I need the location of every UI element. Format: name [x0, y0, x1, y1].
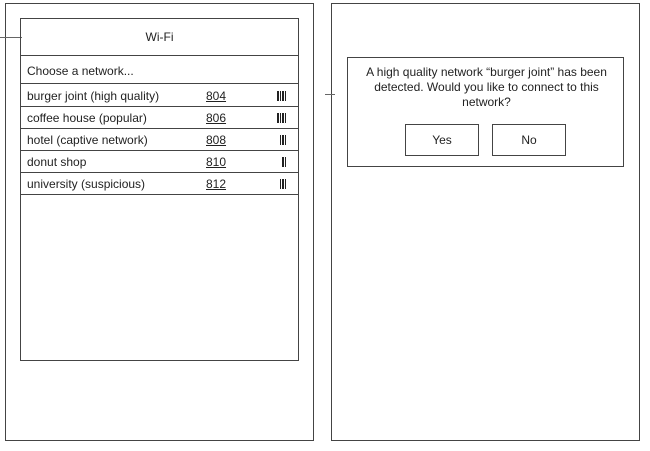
wifi-title: Wi-Fi — [21, 19, 298, 56]
leader-line-left — [0, 37, 22, 38]
signal-bar — [280, 135, 282, 145]
network-row-coffee-house[interactable] — [21, 107, 298, 129]
signal-strength-icon — [280, 179, 287, 189]
signal-strength-icon — [277, 113, 286, 123]
connect-dialog — [347, 57, 624, 167]
signal-bar — [282, 157, 284, 167]
reference-numeral: 806 — [206, 111, 227, 125]
signal-bar — [282, 179, 284, 189]
signal-strength-icon — [277, 91, 286, 101]
signal-bar — [280, 91, 282, 101]
reference-numeral: 804 — [206, 89, 227, 103]
yes-button[interactable]: Yes — [405, 124, 479, 156]
choose-network-label: Choose a network... — [21, 58, 298, 84]
network-name: university (suspicious) — [27, 177, 146, 191]
network-name: hotel (captive network) — [27, 133, 148, 147]
reference-numeral: 810 — [206, 155, 227, 169]
signal-bar — [285, 135, 287, 145]
signal-bar — [277, 91, 279, 101]
wifi-screen — [20, 18, 299, 361]
reference-numeral: 812 — [206, 177, 227, 191]
signal-bar — [277, 113, 279, 123]
network-name: burger joint (high quality) — [27, 89, 160, 103]
signal-bar — [280, 113, 282, 123]
network-name: donut shop — [27, 155, 87, 169]
signal-bar — [282, 113, 284, 123]
no-button[interactable]: No — [492, 124, 566, 156]
dialog-message: A high quality network “burger joint” has been detected. Would you like to connect to this network? — [366, 65, 607, 109]
network-row-hotel[interactable] — [21, 129, 298, 151]
network-row-burger-joint[interactable] — [21, 85, 298, 107]
network-name: coffee house (popular) — [27, 111, 147, 125]
reference-numeral: 808 — [206, 133, 227, 147]
signal-bar — [285, 113, 287, 123]
network-row-university[interactable] — [21, 173, 298, 195]
signal-strength-icon — [282, 157, 286, 167]
signal-bar — [285, 179, 287, 189]
signal-bar — [282, 91, 284, 101]
signal-bar — [280, 179, 282, 189]
network-row-donut-shop[interactable] — [21, 151, 298, 173]
leader-line-right — [325, 94, 335, 95]
signal-bar — [285, 157, 287, 167]
signal-bar — [285, 91, 287, 101]
signal-bar — [282, 135, 284, 145]
network-list — [21, 85, 298, 195]
signal-strength-icon — [280, 135, 287, 145]
